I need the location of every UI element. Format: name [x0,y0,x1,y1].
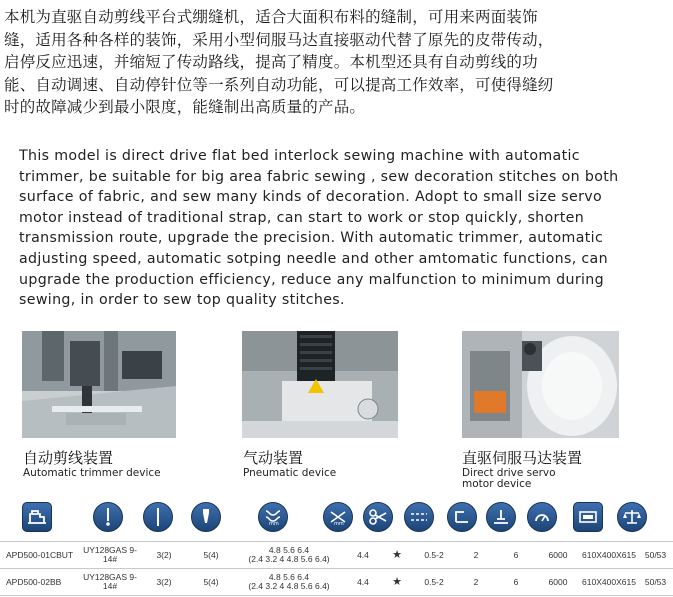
cell-speed: 6000 [536,542,580,569]
description-cn-line: 启停反应迅速，并缩短了传动路线，提高了精度。本机型还具有自动剪线的功 [4,53,538,71]
stitch-width-icon [258,502,288,532]
cell-height: 6 [496,569,536,596]
feature-title-en: Direct drive servo motor device [462,467,556,490]
motor-icon [573,502,603,532]
needle-icon [93,502,123,532]
feature-title-cn: 自动剪线装置 [23,449,114,467]
description-en [19,146,667,311]
scale-icon [617,502,647,532]
cell-stitch: 4.4 [344,569,382,596]
feature-title-en: Automatic trimmer device [23,467,161,479]
cell-gauge: 4.8 5.6 6.4 (2.4 3.2 4 4.8 5.6 6.4) [234,542,344,569]
cell-trimmer: ★ [382,569,412,596]
description-en-line: This model is direct drive flat bed interlock sewing machine with automatic [19,148,580,164]
cell-needle: UY128GAS 9-14# [80,569,140,596]
svg-text:mm: mm [334,521,344,526]
cell-model: APD500-01CBUT [0,542,80,569]
needle-bar-icon [143,502,173,532]
machine-icon [22,502,52,532]
cell-lift: 2 [456,569,496,596]
cell-needles: 3(2) [140,542,188,569]
description-en-line: trimmer, be suitable for big area fabric sewing , sew decoration stitches on both [19,168,619,185]
description-en-line: upgrade the production efficiency, reduce any malfunction to minimum during [19,271,605,288]
description-cn-line: 能、自动调速、自动停针位等一系列自动功能，可以提高工作效率，可使得缝纫 [4,75,554,94]
servo-motor-photo [462,331,619,438]
description-cn-line: 时的故障减少到最小限度，能缝制出高质量的产品。 [4,98,366,116]
feature-pneumatic [243,448,336,479]
cell-speed: 6000 [536,569,580,596]
cell-gauge: 4.8 5.6 6.4 (2.4 3.2 4 4.8 5.6 6.4) [234,569,344,596]
presser-lift-icon [447,502,477,532]
description-en-line: transmission route, upgrade the precision. With automatic trimmer, automatic [19,230,604,247]
cell-weight: 50/53 [638,569,673,596]
description-cn [4,6,664,119]
cell-needle: UY128GAS 9-14# [80,542,140,569]
description-en-line: motor instead of traditional strap, can start to work or stop quickly, shorten [19,209,585,226]
stitch-length-icon [323,502,353,532]
feature-title-cn: 气动装置 [243,449,304,467]
description-cn-line: 缝，适用各种各样的装饰，采用小型伺服马达直接驱动代替了原先的皮带传动， [4,30,554,49]
description-en-line: sewing, in order to sew top quality stitches. [19,292,345,309]
pneumatic-device-photo [242,331,398,438]
feature-title-en: Pneumatic device [243,467,337,479]
cell-stitch: 4.4 [344,542,382,569]
svg-text:mm: mm [269,521,279,526]
feed-ratio-icon [404,502,434,532]
feature-trimmer [23,448,161,479]
cell-weight: 50/53 [638,542,673,569]
cell-diff: 0.5-2 [412,569,456,596]
spec-table [0,541,673,596]
feature-servo-motor [462,448,582,490]
cell-lift: 2 [456,542,496,569]
cell-threads: 5(4) [188,542,234,569]
description-en-line: adjusting speed, automatic sotping needle and other amtomatic functions, can [19,250,608,267]
cell-needles: 3(2) [140,569,188,596]
cell-dims: 610X400X615 [580,569,638,596]
table-row [0,569,673,596]
cell-height: 6 [496,542,536,569]
description-en-line: surface of fabric, and sew many kinds of decoration. Adopt to small size servo [19,189,603,206]
cell-model: APD500-02BB [0,569,80,596]
speed-dial-icon [527,502,557,532]
description-cn-line: 本机为直驱自动剪线平台式绷缝机，适合大面积布料的缝制，可用来两面装饰 [4,8,538,26]
trimmer-device-photo [22,331,176,438]
table-row [0,542,673,569]
cell-diff: 0.5-2 [412,542,456,569]
cell-dims: 610X400X615 [580,542,638,569]
cell-threads: 5(4) [188,569,234,596]
cell-trimmer: ★ [382,542,412,569]
scissors-icon [363,502,393,532]
foot-height-icon [486,502,516,532]
thread-icon [191,502,221,532]
spec-icon-row [0,500,673,540]
feature-title-cn: 直驱伺服马达装置 [462,449,583,467]
